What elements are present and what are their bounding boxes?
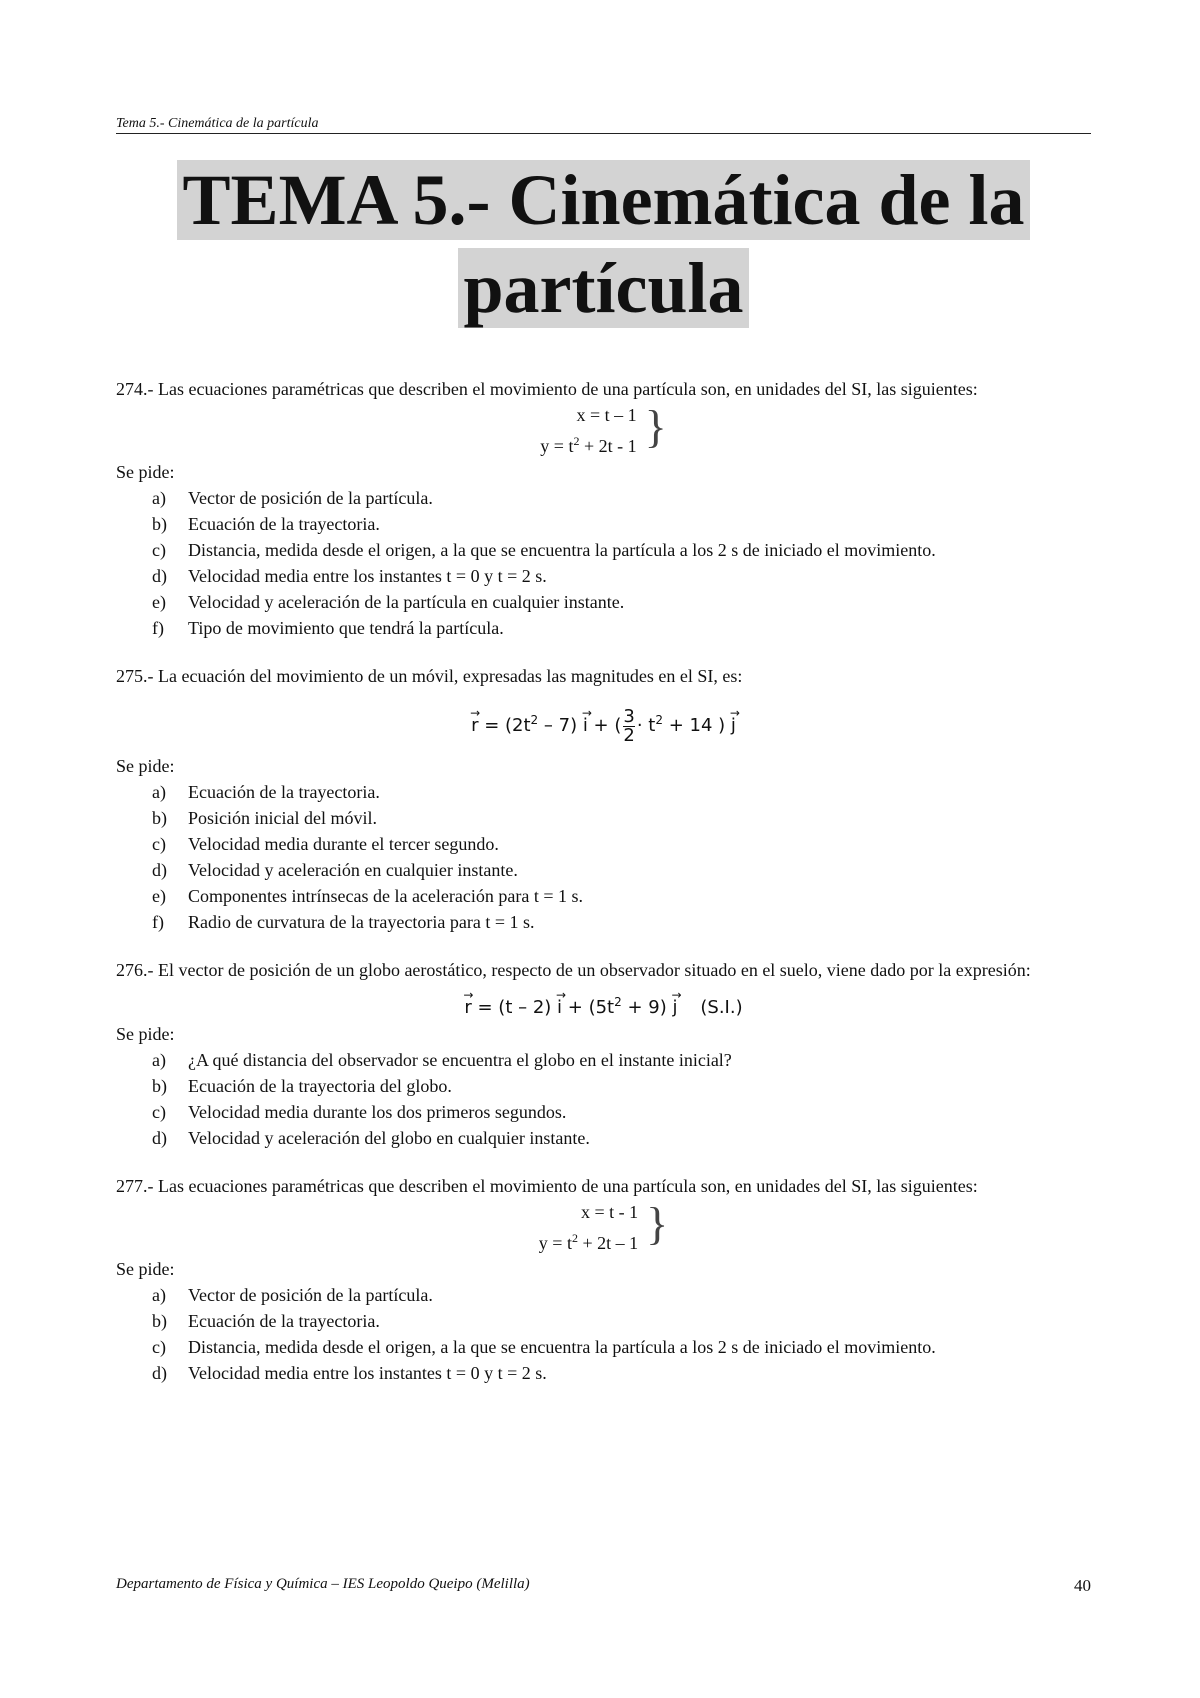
list-item: d) Velocidad media entre los instantes t = 0 y t = 2 s.: [152, 1362, 547, 1383]
list-item: f) Tipo de movimiento que tendrá la partícula.: [152, 618, 504, 638]
list-item: d) Velocidad y aceleración del globo en cualquier instante.: [152, 1127, 590, 1148]
list-item: b) Posición inicial del móvil.: [152, 807, 377, 828]
problem-275: [116, 663, 1091, 935]
list-item: e) Componentes intrínsecas de la aceleración para t = 1 s.: [152, 885, 584, 906]
brace-icon: }: [644, 401, 667, 452]
problem-statement: 275.- La ecuación del movimiento de un móvil, expresadas las magnitudes en el SI, es:: [116, 666, 743, 686]
list-item: f) Radio de curvatura de la trayectoria para t = 1 s.: [152, 911, 535, 932]
list-item: c) Distancia, medida desde el origen, a la que se encuentra la partícula a los 2 s de iniciado el movimiento.: [152, 540, 936, 560]
footer-department: Departamento de Física y Química – IES Leopoldo Queipo (Melilla): [116, 1576, 530, 1592]
position-vector-formula: → $r = (2t^2 - 7) \to i$ + ( $\frac{3}{2}$ · $t^2 + 14$ ) → j: [116, 707, 1091, 745]
parametric-equations: [116, 402, 1091, 459]
list-item: a) Vector de posición de la partícula.: [152, 1284, 433, 1305]
problem-statement: 274.- Las ecuaciones paramétricas que describen el movimiento de una partícula son, en unidades del SI, las siguientes:: [116, 379, 978, 399]
parametric-equations: [116, 1199, 1091, 1256]
question-list: [116, 779, 1091, 935]
problems-content: [116, 376, 1091, 1408]
problem-274: [116, 376, 1091, 641]
problem-statement: 276.- El vector de posición de un globo aerostático, respecto de un observador situado en el suelo, viene dado por la expresión:: [116, 959, 1031, 980]
equation-x: x = t - 1: [580, 1201, 639, 1222]
list-item: d) Velocidad y aceleración en cualquier instante.: [152, 859, 518, 880]
se-pide-label: Se pide:: [116, 462, 175, 482]
list-item: a) ¿A qué distancia del observador se encuentra el globo en el instante inicial?: [152, 1049, 732, 1070]
list-item: c) Distancia, medida desde el origen, a la que se encuentra la partícula a los 2 s de iniciado el movimiento.: [152, 1336, 936, 1357]
equation-y: $y = t^2 + 2t - 1$: [538, 1230, 639, 1253]
brace-icon: }: [646, 1197, 669, 1249]
equation-x: x = t – 1: [576, 405, 637, 425]
equation-y: $y = t^2 + 2t - 1$: [540, 434, 637, 456]
page-number: 40: [1074, 1576, 1091, 1595]
list-item: a) Vector de posición de la partícula.: [152, 488, 433, 508]
list-item: e) Velocidad y aceleración de la partícula en cualquier instante.: [152, 592, 625, 612]
running-header: Tema 5.- Cinemática de la partícula: [116, 116, 1091, 134]
list-item: c) Velocidad media durante los dos primeros segundos.: [152, 1101, 567, 1122]
se-pide-label: Se pide:: [116, 1258, 175, 1279]
problem-277: [116, 1173, 1091, 1386]
list-item: a) Ecuación de la trayectoria.: [152, 781, 380, 802]
list-item: c) Velocidad media durante el tercer segundo.: [152, 833, 499, 854]
problem-276: [116, 957, 1091, 1151]
page-footer: [116, 1576, 1091, 1596]
se-pide-label: Se pide:: [116, 1023, 175, 1044]
problem-statement: 277.- Las ecuaciones paramétricas que describen el movimiento de una partícula son, en unidades del SI, las siguientes:: [116, 1175, 978, 1196]
se-pide-label: Se pide:: [116, 755, 175, 776]
list-item: b) Ecuación de la trayectoria del globo.: [152, 1075, 452, 1096]
question-list: [116, 485, 1091, 641]
title-line-1: TEMA 5.- Cinemática de la: [177, 160, 1031, 240]
title-line-2: partícula: [458, 248, 750, 328]
list-item: d) Velocidad media entre los instantes t = 0 y t = 2 s.: [152, 566, 547, 586]
position-vector-formula: → $r = (t - 2) \to i + (5t^2 + 9) \to j$ (S.I.): [116, 989, 1091, 1021]
question-list: [116, 1282, 1091, 1386]
page-title: [116, 156, 1091, 332]
question-list: [116, 1047, 1091, 1151]
list-item: b) Ecuación de la trayectoria.: [152, 514, 380, 534]
list-item: b) Ecuación de la trayectoria.: [152, 1310, 380, 1331]
